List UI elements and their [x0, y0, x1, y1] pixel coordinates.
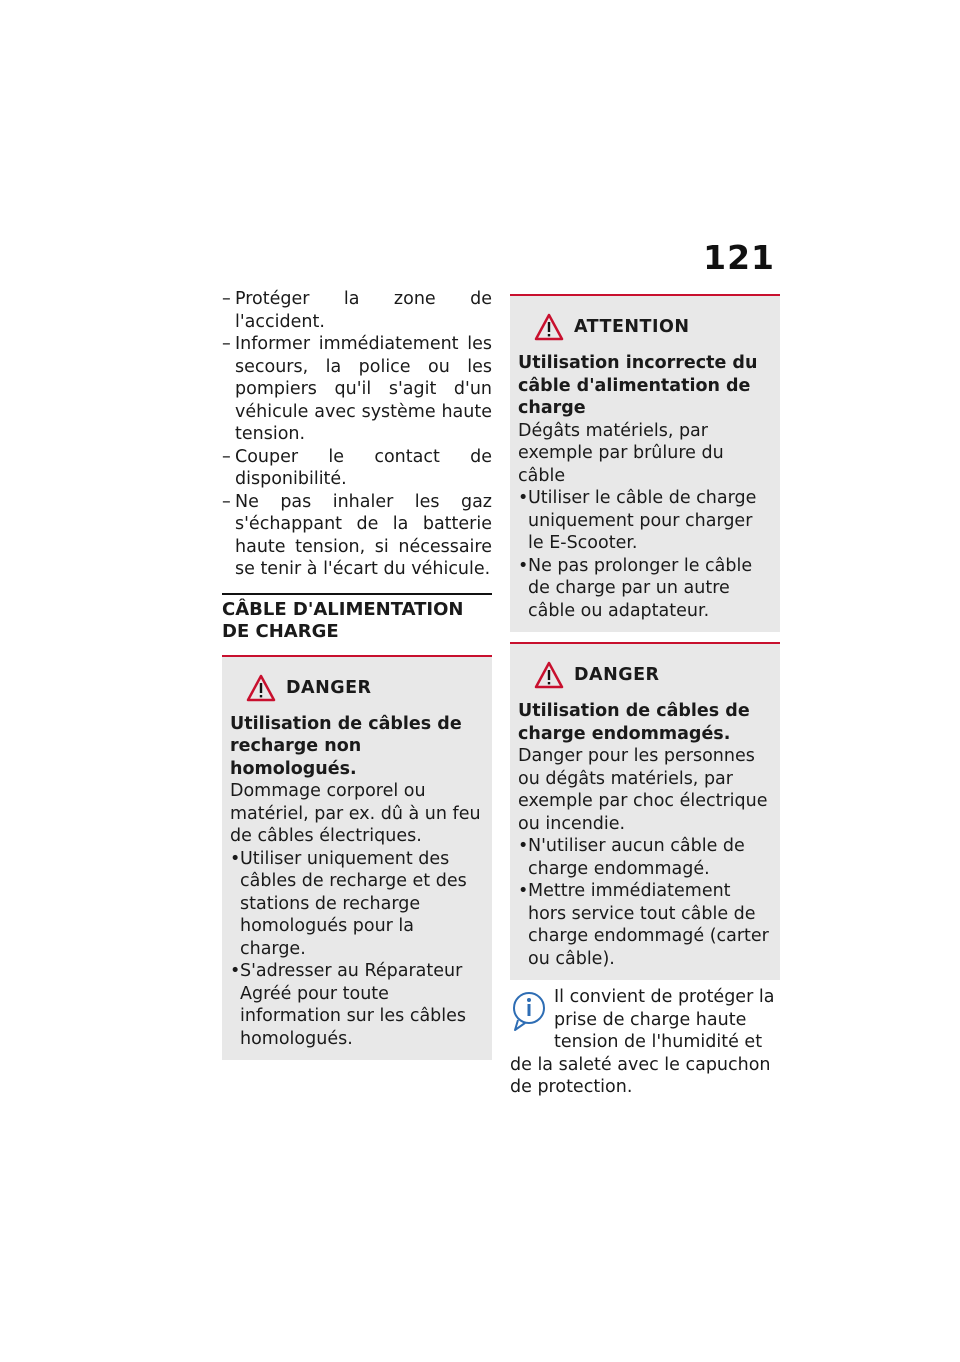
attention-subtitle: Utilisation incorrecte du câble d'alimentation de charge — [518, 353, 758, 418]
danger-body: Danger pour les personnes ou dégâts matériels, par exemple par choc électrique ou incendie. — [518, 746, 768, 834]
attention-box — [510, 294, 780, 632]
attention-body: Dégâts matériels, par exemple par brûlure du câble — [518, 420, 724, 486]
danger-box — [222, 655, 492, 1061]
danger-bullets — [518, 835, 772, 970]
danger-subtitle: Utilisation de câbles de recharge non homologués. — [230, 713, 462, 779]
steps-list — [222, 288, 492, 581]
warning-triangle-icon — [534, 313, 564, 341]
attention-bullets — [518, 487, 772, 622]
page-number: 121 — [703, 238, 775, 277]
danger-bullets — [230, 848, 484, 1051]
danger-header — [518, 658, 772, 692]
info-note: Il convient de protéger la prise de charge haute tension de l'humidité et de la saleté avec le capuchon de protection. — [510, 987, 775, 1097]
attention-title: ATTENTION — [574, 317, 690, 337]
danger-header — [230, 671, 484, 705]
list-item: • Mettre immédiatement hors service tout câble de charge endommagé (carter ou câble). — [518, 881, 769, 969]
left-column — [222, 288, 492, 1060]
danger-body: Dommage corporel ou matériel, par ex. dû à un feu de câbles électriques. — [230, 781, 481, 846]
right-column — [510, 294, 780, 1099]
list-item: • Utiliser uniquement des câbles de recharge et des stations de recharge homologués pour la charge. — [230, 848, 467, 959]
list-item: • Ne pas prolonger le câble de charge par un autre câble ou adaptateur. — [518, 555, 753, 621]
danger-title: DANGER — [574, 665, 660, 685]
warning-triangle-icon — [534, 661, 564, 689]
list-item: – Protéger la zone de l'accident. — [222, 289, 492, 332]
list-item: • N'utiliser aucun câble de charge endommagé. — [518, 836, 745, 879]
list-item: – Informer immédiatement les secours, la police ou les pompiers qu'il s'agit d'un véhicule avec système haute tension. — [222, 334, 492, 444]
attention-header — [518, 310, 772, 344]
danger-box — [510, 642, 780, 980]
list-item: – Ne pas inhaler les gaz s'échappant de la batterie haute tension, si nécessaire se tenir à l'écart du véhicule. — [222, 491, 492, 579]
list-item: – Couper le contact de disponibilité. — [222, 446, 492, 489]
list-item: • S'adresser au Réparateur Agréé pour toute information sur les câbles homologués. — [230, 961, 467, 1049]
danger-subtitle: Utilisation de câbles de charge endommagés. — [518, 701, 750, 744]
info-icon — [510, 990, 548, 1034]
danger-title: DANGER — [286, 677, 372, 698]
section-heading: CÂBLE D'ALIMENTATION DE CHARGE — [222, 593, 492, 643]
list-item: • Utiliser le câble de charge uniquement pour charger le E-Scooter. — [518, 488, 757, 553]
warning-triangle-icon — [246, 674, 276, 702]
